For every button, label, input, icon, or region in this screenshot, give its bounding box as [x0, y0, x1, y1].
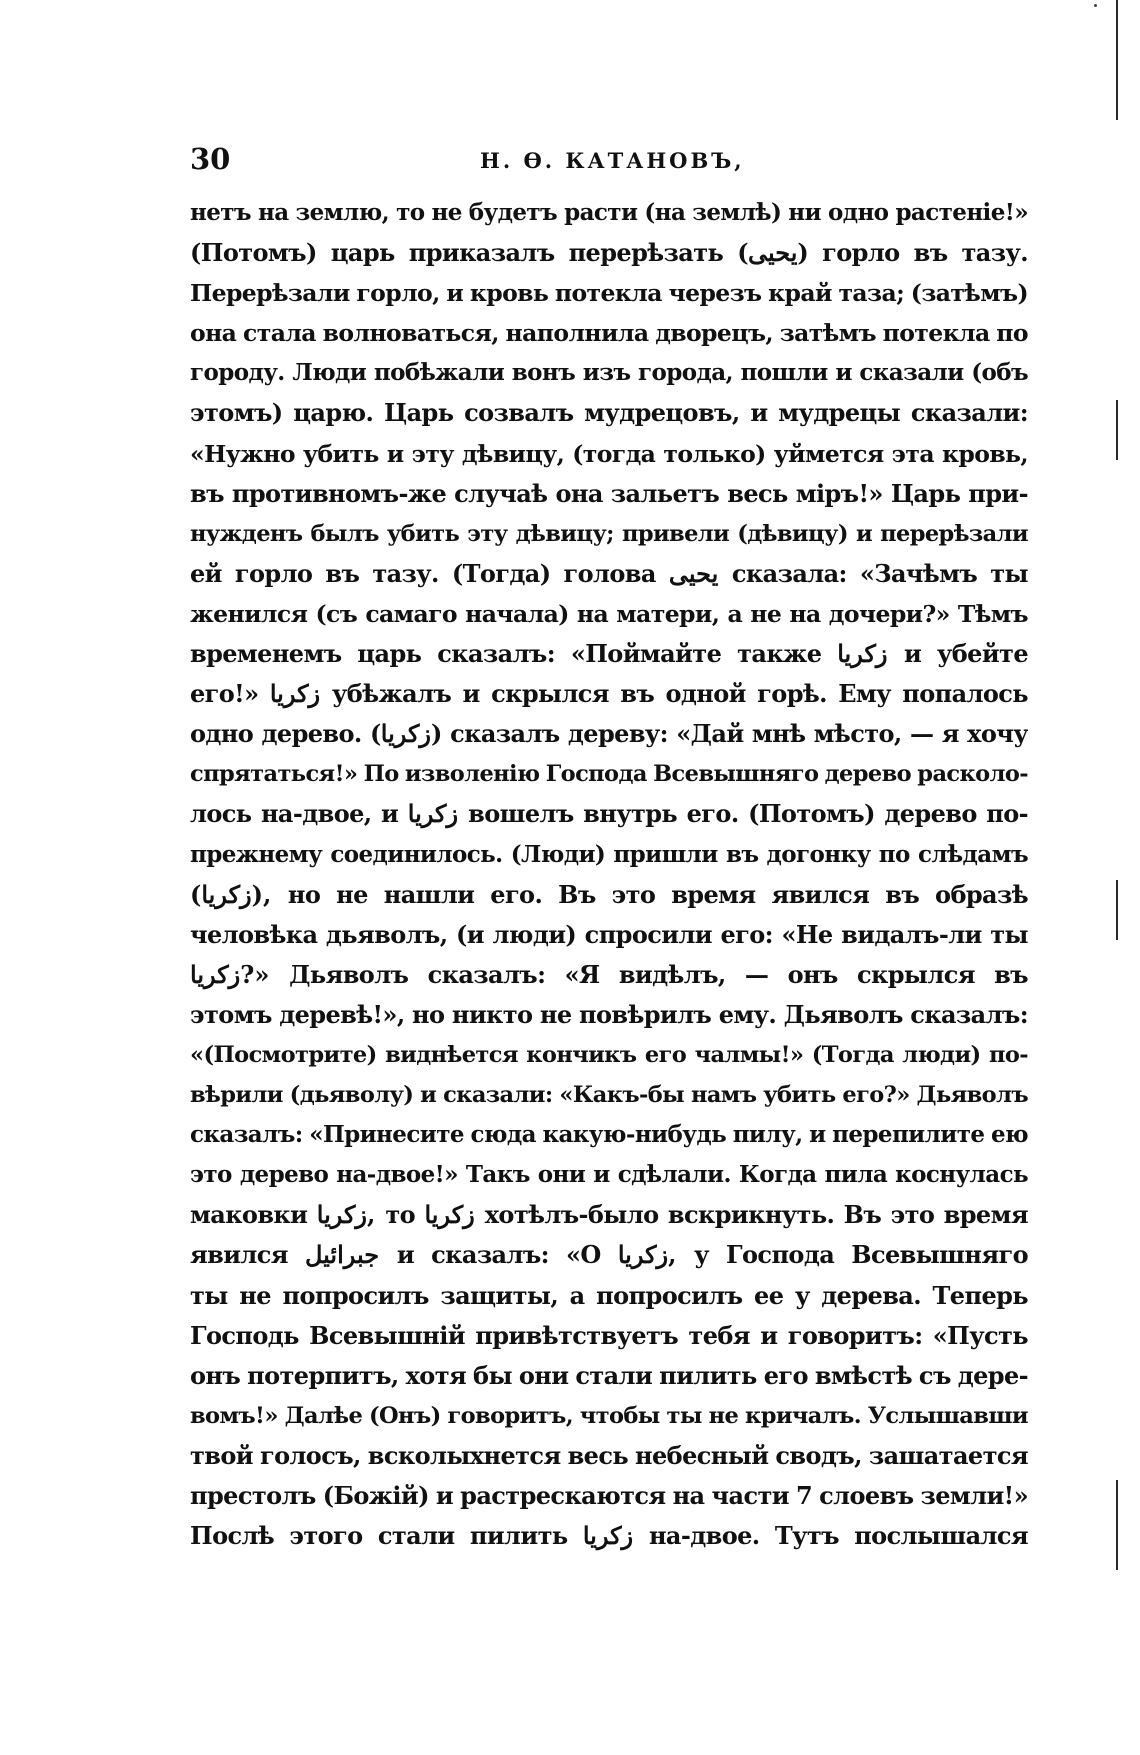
text-line: явился جبرائيل и сказалъ: «О زكريا, у Господа Всевышняго	[190, 1240, 1028, 1270]
text-line: вомъ!» Далѣе (Онъ) говоритъ, чтобы ты не кричалъ. Услышавши	[190, 1402, 1028, 1429]
text-line: престолъ (Божій) и растрескаются на части 7 слоевъ земли!»	[190, 1481, 1028, 1510]
text-line: она стала волноваться, наполнила дворецъ, затѣмъ потекла по	[190, 319, 1028, 348]
margin-rule-upper	[1116, 400, 1118, 460]
text-line: онъ потерпитъ, хотя бы они стали пилить его вмѣстѣ съ дере-	[190, 1360, 1028, 1390]
text-line: временемъ царь сказалъ: «Поймайте также زكريا и убейте	[190, 639, 1028, 669]
text-line: нужденъ былъ убить эту дѣвицу; привели (дѣвицу) и перерѣзали	[190, 520, 1028, 547]
text-line: (زكريا), но не нашли его. Въ это время явился въ образѣ	[190, 879, 1028, 909]
text-line: человѣка дьяволъ, (и люди) спросили его: «Не видалъ-ли ты	[190, 919, 1028, 949]
text-line: это дерево на-двое!» Такъ они и сдѣлали. Когда пила коснулась	[190, 1161, 1028, 1189]
text-line: Послѣ этого стали пилить زكريا на-двое. Тутъ послышался	[190, 1521, 1028, 1551]
margin-rule-lower	[1116, 1480, 1118, 1570]
text-line: «(Посмотрите) виднѣется кончикъ его чалмы!» (Тогда люди) по-	[190, 1041, 1028, 1068]
text-line: его!» زكريا убѣжалъ и скрылся въ одной горѣ. Ему попалось	[190, 679, 1028, 709]
text-line: въ противномъ-же случаѣ она зальетъ весь міръ!» Царь при-	[190, 478, 1028, 508]
text-line: городу. Люди побѣжали вонъ изъ города, пошли и сказали (объ	[190, 359, 1028, 387]
text-line: твой голосъ, всколыхнется весь небесный сводъ, зашатается	[190, 1440, 1028, 1470]
text-line: ты не попросилъ защиты, а попросилъ ее у дерева. Теперь	[190, 1280, 1028, 1310]
scan-speck	[1094, 4, 1097, 7]
text-line: этомъ) царю. Царь созвалъ мудрецовъ, и мудрецы сказали:	[190, 398, 1028, 428]
text-line: спрятаться!» По изволенію Господа Всевышняго дерево расколо-	[190, 761, 1028, 788]
text-line: Господь Всевышній привѣтствуетъ тебя и говоритъ: «Пусть	[190, 1320, 1028, 1350]
text-line: одно дерево. (زكريا) сказалъ дереву: «Дай мнѣ мѣсто, — я хочу	[190, 719, 1028, 749]
text-line: сказалъ: «Принесите сюда какую-нибудь пилу, и перепилите ею	[190, 1121, 1028, 1149]
page-number: 30	[190, 142, 231, 176]
text-line: этомъ деревѣ!», но никто не повѣрилъ ему. Дьяволъ сказалъ:	[190, 999, 1028, 1029]
text-line: ей горло въ тазу. (Тогда) голова يحيى сказала: «Зачѣмъ ты	[190, 558, 1028, 588]
text-line: прежнему соединилось. (Люди) пришли въ догонку по слѣдамъ	[190, 840, 1028, 868]
page-header	[190, 142, 1028, 182]
running-head: Н. Ѳ. КАТАНОВЪ,	[480, 148, 745, 173]
text-line: (Потомъ) царь приказалъ перерѣзать (يحيى) горло въ тазу.	[190, 238, 1028, 268]
text-line: زكريا?» Дьяволъ сказалъ: «Я видѣлъ, — онъ скрылся въ	[190, 959, 1028, 989]
text-line: лось на-двое, и زكريا вошелъ внутрь его. (Потомъ) дерево по-	[190, 799, 1028, 829]
text-line: вѣрили (дьяволу) и сказали: «Какъ-бы намъ убить его?» Дьяволъ	[190, 1082, 1028, 1109]
body-text	[190, 193, 1028, 1556]
text-line: «Нужно убить и эту дѣвицу, (тогда только) уймется эта кровь,	[190, 439, 1028, 468]
margin-rule-middle	[1116, 880, 1118, 940]
text-line: маковки زكريا, то زكريا хотѣлъ-было вскрикнуть. Въ это время	[190, 1200, 1028, 1230]
text-line: нетъ на землю, то не будетъ расти (на землѣ) ни одно растеніе!»	[190, 199, 1028, 226]
margin-rule-top	[1116, 0, 1118, 120]
text-line: женился (съ самаго начала) на матери, а не на дочери?» Тѣмъ	[190, 599, 1028, 628]
text-line: Перерѣзали горло, и кровь потекла черезъ край таза; (затѣмъ)	[190, 279, 1028, 308]
